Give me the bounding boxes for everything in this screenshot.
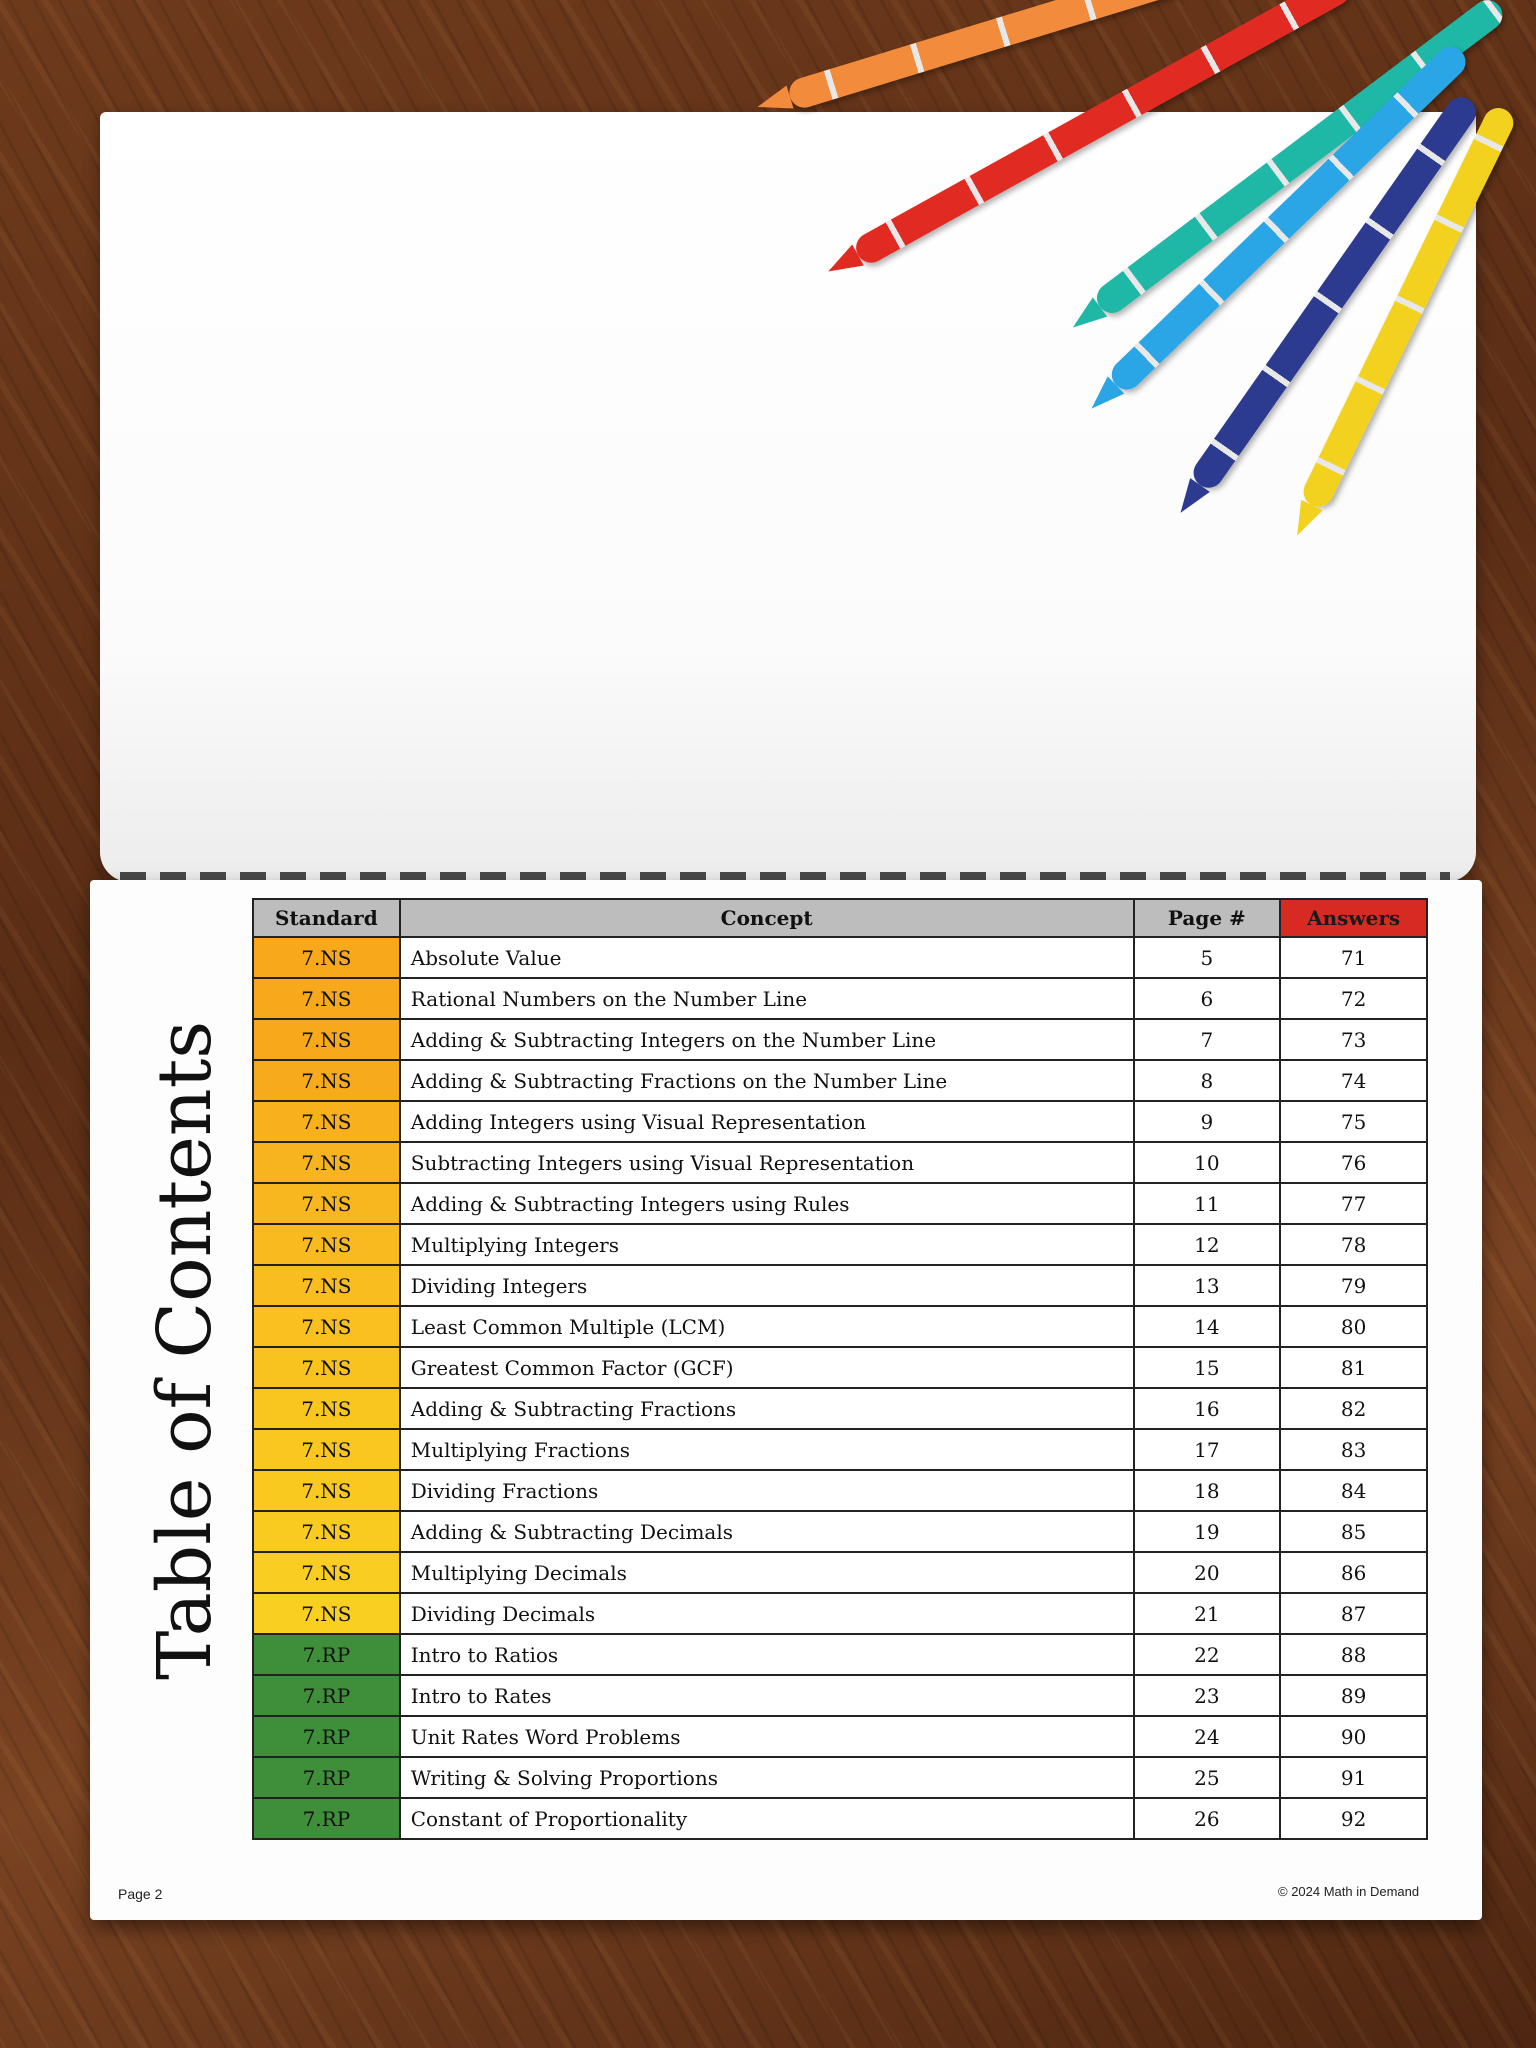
- answers-page-cell: 91: [1280, 1757, 1427, 1798]
- standard-cell: 7.NS: [253, 1265, 400, 1306]
- standard-cell: 7.NS: [253, 1019, 400, 1060]
- answers-page-cell: 78: [1280, 1224, 1427, 1265]
- standard-cell: 7.NS: [253, 1593, 400, 1634]
- table-row: [253, 978, 1427, 1019]
- concept-cell: Adding & Subtracting Integers using Rules: [400, 1183, 1134, 1224]
- toc-table: [252, 898, 1428, 1840]
- table-row: [253, 1060, 1427, 1101]
- copyright-notice: © 2024 Math in Demand: [1278, 1884, 1420, 1899]
- table-row: [253, 1675, 1427, 1716]
- answers-page-cell: 87: [1280, 1593, 1427, 1634]
- concept-cell: Least Common Multiple (LCM): [400, 1306, 1134, 1347]
- answers-page-cell: 83: [1280, 1429, 1427, 1470]
- table-row: [253, 1511, 1427, 1552]
- page-number-cell: 21: [1134, 1593, 1281, 1634]
- page-number-cell: 25: [1134, 1757, 1281, 1798]
- table-row: [253, 1429, 1427, 1470]
- concept-cell: Greatest Common Factor (GCF): [400, 1347, 1134, 1388]
- page-number-cell: 17: [1134, 1429, 1281, 1470]
- standard-cell: 7.RP: [253, 1798, 400, 1839]
- answers-page-cell: 80: [1280, 1306, 1427, 1347]
- concept-cell: Intro to Ratios: [400, 1634, 1134, 1675]
- concept-cell: Dividing Decimals: [400, 1593, 1134, 1634]
- answers-page-cell: 88: [1280, 1634, 1427, 1675]
- answers-page-cell: 82: [1280, 1388, 1427, 1429]
- page-number-cell: 14: [1134, 1306, 1281, 1347]
- standard-cell: 7.RP: [253, 1716, 400, 1757]
- page-number-cell: 7: [1134, 1019, 1281, 1060]
- table-row: [253, 1634, 1427, 1675]
- table-row: [253, 1470, 1427, 1511]
- concept-cell: Adding & Subtracting Fractions: [400, 1388, 1134, 1429]
- standard-cell: 7.NS: [253, 1060, 400, 1101]
- answers-page-cell: 84: [1280, 1470, 1427, 1511]
- answers-page-cell: 86: [1280, 1552, 1427, 1593]
- standard-cell: 7.NS: [253, 1183, 400, 1224]
- standard-cell: 7.NS: [253, 1101, 400, 1142]
- answers-page-cell: 77: [1280, 1183, 1427, 1224]
- answers-page-cell: 74: [1280, 1060, 1427, 1101]
- answers-page-cell: 79: [1280, 1265, 1427, 1306]
- page-number-cell: 9: [1134, 1101, 1281, 1142]
- standard-cell: 7.NS: [253, 1388, 400, 1429]
- table-row: [253, 1798, 1427, 1839]
- standard-cell: 7.NS: [253, 1306, 400, 1347]
- concept-cell: Adding & Subtracting Fractions on the Number Line: [400, 1060, 1134, 1101]
- standard-cell: 7.RP: [253, 1634, 400, 1675]
- concept-cell: Dividing Integers: [400, 1265, 1134, 1306]
- standard-cell: 7.NS: [253, 1224, 400, 1265]
- table-row: [253, 1183, 1427, 1224]
- answers-page-cell: 76: [1280, 1142, 1427, 1183]
- standard-cell: 7.NS: [253, 1470, 400, 1511]
- table-row: [253, 1101, 1427, 1142]
- page-number-cell: 16: [1134, 1388, 1281, 1429]
- standard-cell: 7.RP: [253, 1675, 400, 1716]
- standard-cell: 7.NS: [253, 1429, 400, 1470]
- table-row: [253, 1306, 1427, 1347]
- header-answers: Answers: [1280, 899, 1427, 937]
- table-row: [253, 1552, 1427, 1593]
- page-number-cell: 15: [1134, 1347, 1281, 1388]
- toc-body: [253, 937, 1427, 1839]
- standard-cell: 7.RP: [253, 1757, 400, 1798]
- answers-page-cell: 73: [1280, 1019, 1427, 1060]
- standard-cell: 7.NS: [253, 1552, 400, 1593]
- concept-cell: Adding & Subtracting Integers on the Number Line: [400, 1019, 1134, 1060]
- concept-cell: Adding & Subtracting Decimals: [400, 1511, 1134, 1552]
- concept-cell: Subtracting Integers using Visual Representation: [400, 1142, 1134, 1183]
- header-concept: Concept: [400, 899, 1134, 937]
- answers-page-cell: 89: [1280, 1675, 1427, 1716]
- page-number-cell: 24: [1134, 1716, 1281, 1757]
- page-number-cell: 20: [1134, 1552, 1281, 1593]
- table-row: [253, 1265, 1427, 1306]
- answers-page-cell: 90: [1280, 1716, 1427, 1757]
- page-number-cell: 26: [1134, 1798, 1281, 1839]
- page-number-cell: 8: [1134, 1060, 1281, 1101]
- table-row: [253, 1388, 1427, 1429]
- table-row: [253, 1019, 1427, 1060]
- table-row: [253, 1716, 1427, 1757]
- concept-cell: Multiplying Fractions: [400, 1429, 1134, 1470]
- table-row: [253, 937, 1427, 978]
- header-standard: Standard: [253, 899, 400, 937]
- table-row: [253, 1142, 1427, 1183]
- table-row: [253, 1224, 1427, 1265]
- concept-cell: Writing & Solving Proportions: [400, 1757, 1134, 1798]
- page-title: Table of Contents: [142, 1020, 228, 1680]
- answers-page-cell: 85: [1280, 1511, 1427, 1552]
- concept-cell: Rational Numbers on the Number Line: [400, 978, 1134, 1019]
- table-row: [253, 1757, 1427, 1798]
- answers-page-cell: 72: [1280, 978, 1427, 1019]
- standard-cell: 7.NS: [253, 1142, 400, 1183]
- answers-page-cell: 81: [1280, 1347, 1427, 1388]
- concept-cell: Unit Rates Word Problems: [400, 1716, 1134, 1757]
- page-number-cell: 11: [1134, 1183, 1281, 1224]
- concept-cell: Dividing Fractions: [400, 1470, 1134, 1511]
- standard-cell: 7.NS: [253, 978, 400, 1019]
- page-number-cell: 12: [1134, 1224, 1281, 1265]
- standard-cell: 7.NS: [253, 937, 400, 978]
- page-number-cell: 5: [1134, 937, 1281, 978]
- toc-header-row: [253, 899, 1427, 937]
- page-number-cell: 18: [1134, 1470, 1281, 1511]
- page-number-cell: 19: [1134, 1511, 1281, 1552]
- standard-cell: 7.NS: [253, 1347, 400, 1388]
- standard-cell: 7.NS: [253, 1511, 400, 1552]
- header-page: Page #: [1134, 899, 1281, 937]
- page-number-cell: 6: [1134, 978, 1281, 1019]
- concept-cell: Intro to Rates: [400, 1675, 1134, 1716]
- concept-cell: Multiplying Integers: [400, 1224, 1134, 1265]
- page-number-cell: 10: [1134, 1142, 1281, 1183]
- concept-cell: Multiplying Decimals: [400, 1552, 1134, 1593]
- concept-cell: Absolute Value: [400, 937, 1134, 978]
- page-number: Page 2: [118, 1886, 163, 1902]
- page-number-cell: 23: [1134, 1675, 1281, 1716]
- concept-cell: Constant of Proportionality: [400, 1798, 1134, 1839]
- answers-page-cell: 92: [1280, 1798, 1427, 1839]
- concept-cell: Adding Integers using Visual Representation: [400, 1101, 1134, 1142]
- answers-page-cell: 71: [1280, 937, 1427, 978]
- table-row: [253, 1347, 1427, 1388]
- table-row: [253, 1593, 1427, 1634]
- page-number-cell: 22: [1134, 1634, 1281, 1675]
- answers-page-cell: 75: [1280, 1101, 1427, 1142]
- page-number-cell: 13: [1134, 1265, 1281, 1306]
